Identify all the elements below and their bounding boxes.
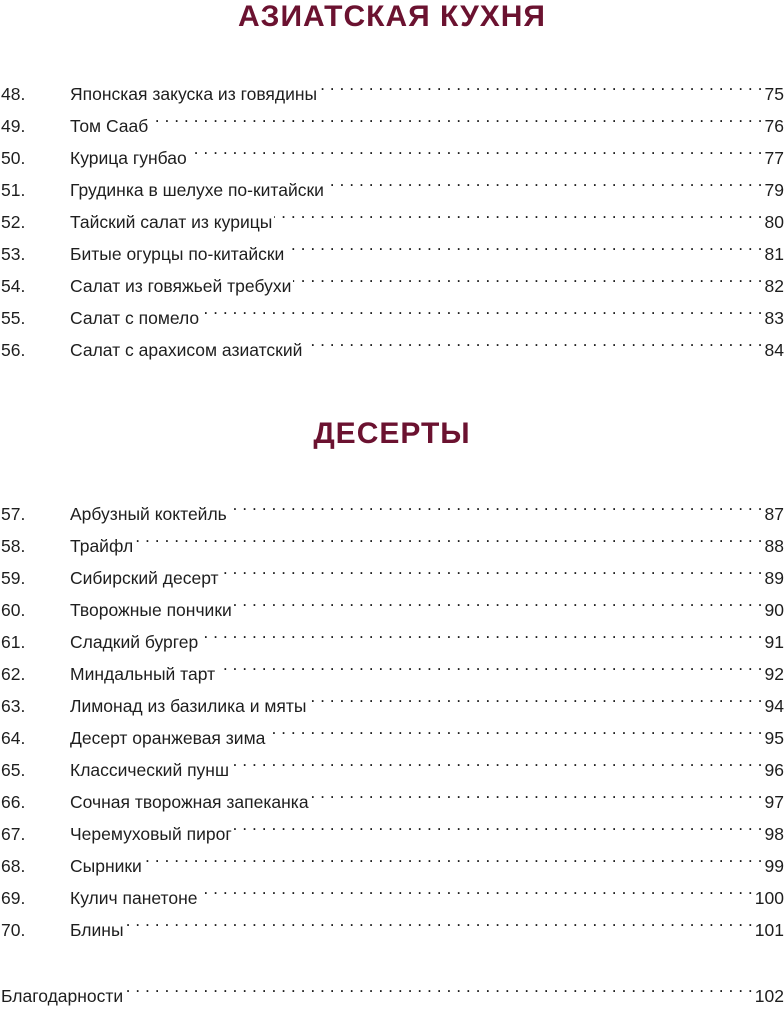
toc-entry-number: 52. (1, 212, 26, 232)
toc-entry-page: 81 (764, 244, 784, 264)
toc-entry-page: 89 (764, 568, 784, 588)
toc-entry-number: 69. (1, 888, 26, 908)
toc-entry-page: 76 (764, 116, 784, 136)
dot-leader (267, 712, 762, 744)
toc-list-desserts (0, 488, 784, 940)
toc-entry-number: 60. (1, 600, 26, 620)
toc-entry-title: Трайфл (70, 536, 134, 556)
toc-entry-number: 53. (1, 244, 26, 264)
toc-entry-title: Битые огурцы по-китайски (70, 244, 285, 264)
toc-entry-page: 90 (764, 600, 784, 620)
toc-list-asian-cuisine (0, 68, 784, 360)
dot-leader (308, 680, 762, 712)
dot-leader (200, 872, 753, 904)
toc-entry-title: Творожные пончики (70, 600, 232, 620)
toc-entry-page: 82 (764, 276, 784, 296)
toc-entry-page: 101 (754, 920, 784, 940)
toc-entry-title: Кулич панетоне (70, 888, 198, 908)
dot-leader (135, 520, 762, 552)
dot-leader (150, 100, 762, 132)
dot-leader (326, 164, 763, 196)
toc-entry-title: Черемуховый пирог (70, 824, 232, 844)
dot-leader (293, 260, 762, 292)
dot-leader (189, 132, 763, 164)
toc-entry-number: 59. (1, 568, 26, 588)
toc-entry-title: Классический пунш (70, 760, 230, 780)
dot-leader (319, 68, 762, 100)
toc-entry-title: Сибирский десерт (70, 568, 219, 588)
toc-entry-page: 102 (754, 986, 784, 1006)
dot-leader (144, 840, 763, 872)
toc-entry-number: 50. (1, 148, 26, 168)
toc-entry-page: 75 (764, 84, 784, 104)
toc-entry-number: 62. (1, 664, 26, 684)
dot-leader (234, 584, 763, 616)
toc-entry-number: 51. (1, 180, 26, 200)
toc-entry-page: 79 (764, 180, 784, 200)
toc-entry-title: Сладкий бургер (70, 632, 199, 652)
toc-entry-number: 49. (1, 116, 26, 136)
toc-entry-page: 97 (764, 792, 784, 812)
toc-entry-title: Блины (70, 920, 124, 940)
dot-leader (221, 552, 763, 584)
toc-entry[interactable] (0, 68, 784, 104)
dot-leader (217, 648, 762, 680)
toc-entry-title: Салат с арахисом азиатский (70, 340, 303, 360)
dot-leader (304, 324, 762, 356)
dot-leader (126, 904, 753, 936)
toc-entry-number: 48. (1, 84, 26, 104)
dot-leader (231, 744, 763, 776)
toc-entry-title: Том Сааб (70, 116, 149, 136)
toc-entry-title: Японская закуска из говядины (70, 84, 318, 104)
section-title-asian-cuisine: АЗИАТСКАЯ КУХНЯ (237, 0, 546, 33)
toc-entry-number: 65. (1, 760, 26, 780)
dot-leader (311, 776, 763, 808)
toc-entry-title: Лимонад из базилика и мяты (70, 696, 307, 716)
toc-entry-page: 99 (764, 856, 784, 876)
toc-entry-number: 68. (1, 856, 26, 876)
toc-entry-page: 91 (764, 632, 784, 652)
toc-entry-number: 57. (1, 504, 26, 524)
toc-acknowledgements (0, 970, 784, 1006)
toc-entry[interactable] (0, 488, 784, 524)
toc-entry-title: Сырники (70, 856, 142, 876)
dot-leader (200, 616, 762, 648)
toc-entry-title: Курица гунбао (70, 148, 187, 168)
dot-leader (286, 228, 762, 260)
toc-entry-page: 95 (764, 728, 784, 748)
toc-entry-title: Салат из говяжьей требухи (70, 276, 292, 296)
toc-entry-title: Тайский салат из курицы (70, 212, 273, 232)
toc-entry-page: 77 (764, 148, 784, 168)
dot-leader (125, 970, 753, 1002)
toc-entry-page: 84 (764, 340, 784, 360)
toc-entry-title: Сочная творожная запеканка (70, 792, 309, 812)
toc-entry-page: 98 (764, 824, 784, 844)
toc-entry-title: Арбузный коктейль (70, 504, 227, 524)
dot-leader (201, 292, 762, 324)
toc-entry-number: 54. (1, 276, 26, 296)
toc-entry-page: 83 (764, 308, 784, 328)
toc-entry-number: 64. (1, 728, 26, 748)
toc-entry-number: 55. (1, 308, 26, 328)
section-title-desserts: ДЕСЕРТЫ (313, 417, 471, 450)
dot-leader (229, 488, 763, 520)
toc-entry-number: 61. (1, 632, 26, 652)
toc-entry-title: Салат с помело (70, 308, 200, 328)
toc-entry-title: Грудинка в шелухе по-китайски (70, 180, 324, 200)
toc-entry-number: 66. (1, 792, 26, 812)
dot-leader (234, 808, 763, 840)
toc-entry-page: 80 (764, 212, 784, 232)
toc-entry-number: 56. (1, 340, 26, 360)
toc-entry-title: Благодарности (1, 986, 124, 1006)
toc-entry-number: 63. (1, 696, 26, 716)
toc-entry-page: 92 (764, 664, 784, 684)
dot-leader (274, 196, 762, 228)
toc-entry-title: Миндальный тарт (70, 664, 216, 684)
toc-entry-page: 100 (754, 888, 784, 908)
toc-entry-number: 70. (1, 920, 26, 940)
toc-entry-number: 58. (1, 536, 26, 556)
toc-entry-page: 88 (764, 536, 784, 556)
toc-entry-page: 96 (764, 760, 784, 780)
toc-entry-page: 87 (764, 504, 784, 524)
toc-entry-title: Десерт оранжевая зима (70, 728, 266, 748)
toc-entry-acknowledgements[interactable] (0, 970, 784, 1006)
toc-entry-number: 67. (1, 824, 26, 844)
toc-entry-page: 94 (764, 696, 784, 716)
